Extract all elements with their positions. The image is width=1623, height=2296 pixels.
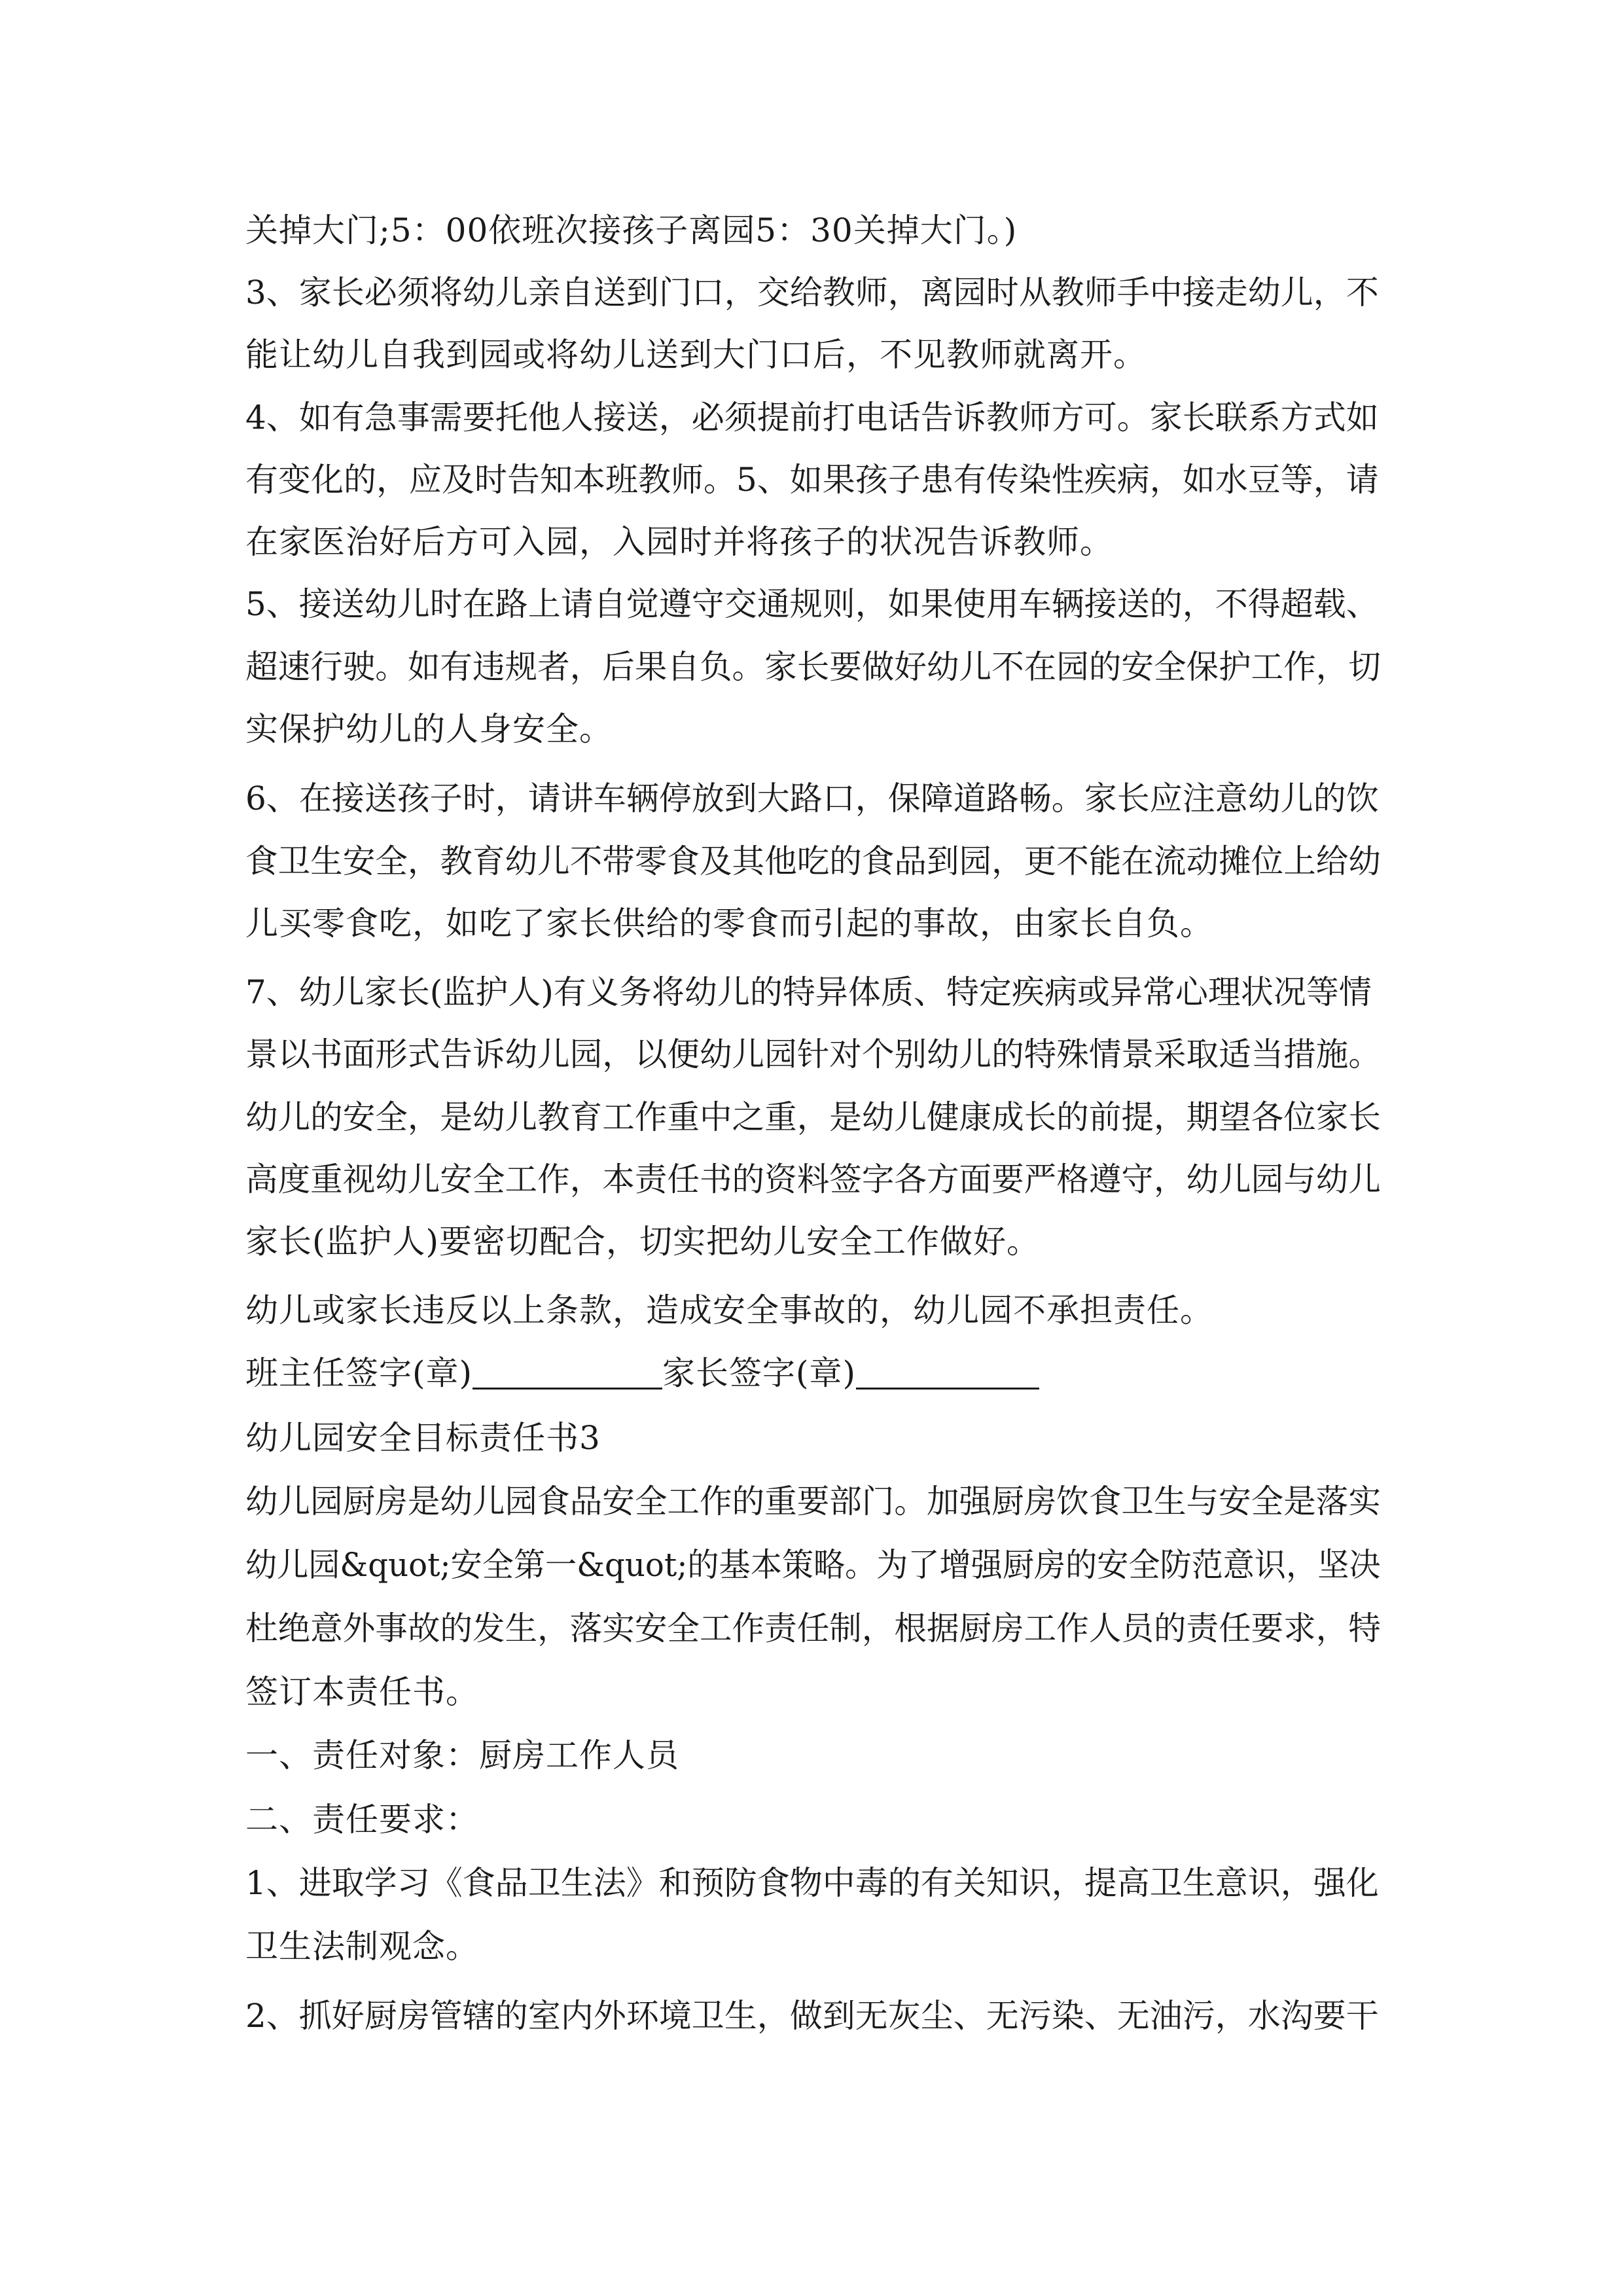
- text-line: 关掉大门;5：00依班次接孩子离园5：30关掉大门。): [245, 211, 1018, 249]
- text-line: 食卫生安全，教育幼儿不带零食及其他吃的食品到园，更不能在流动摊位上给幼: [245, 842, 1381, 880]
- text-line: 签订本责任书。: [245, 1673, 479, 1711]
- text-line: 幼儿园&quot;安全第一&quot;的基本策略。为了增强厨房的安全防范意识，坚决: [245, 1546, 1381, 1584]
- teacher-signature-label: 班主任签字(章): [245, 1354, 473, 1392]
- text-line: 1、进取学习《食品卫生法》和预防食物中毒的有关知识，提高卫生意识，强化: [245, 1864, 1379, 1902]
- text-line: 在家医治好后方可入园，入园时并将孩子的状况告诉教师。: [245, 523, 1113, 561]
- text-line: 能让幼儿自我到园或将幼儿送到大门口后，不见教师就离开。: [245, 336, 1147, 374]
- text-line: 一、责任对象：厨房工作人员: [245, 1736, 679, 1774]
- text-line: 2、抓好厨房管辖的室内外环境卫生，做到无灰尘、无污染、无油污，水沟要干: [245, 1997, 1379, 2035]
- text-line: 实保护幼儿的人身安全。: [245, 710, 613, 748]
- text-line: 幼儿园厨房是幼儿园食品安全工作的重要部门。加强厨房饮食卫生与安全是落实: [245, 1482, 1381, 1520]
- text-line: 景以书面形式告诉幼儿园，以便幼儿园针对个别幼儿的特殊情景采取适当措施。: [245, 1035, 1381, 1073]
- text-line: 6、在接送孩子时，请讲车辆停放到大路口，保障道路畅。家长应注意幼儿的饮: [245, 780, 1379, 817]
- text-line: 家长(监护人)要密切配合，切实把幼儿安全工作做好。: [245, 1223, 1041, 1261]
- text-line: 杜绝意外事故的发生，落实安全工作责任制，根据厨房工作人员的责任要求，特: [245, 1609, 1381, 1647]
- text-line: 超速行驶。如有违规者，后果自负。家长要做好幼儿不在园的安全保护工作，切: [245, 648, 1381, 686]
- text-line: 3、家长必须将幼儿亲自送到门口，交给教师，离园时从教师手中接走幼儿，不: [245, 274, 1379, 312]
- signature-line: [245, 1347, 1039, 1399]
- text-line: 卫生法制观念。: [245, 1928, 479, 1965]
- text-line: 幼儿或家长违反以上条款，造成安全事故的，幼儿园不承担责任。: [245, 1291, 1213, 1329]
- text-line: 幼儿的安全，是幼儿教育工作重中之重，是幼儿健康成长的前提，期望各位家长: [245, 1098, 1381, 1136]
- text-line: 二、责任要求：: [245, 1801, 479, 1839]
- text-line: 7、幼儿家长(监护人)有义务将幼儿的特异体质、特定疾病或异常心理状况等情: [245, 973, 1372, 1011]
- text-line: 4、如有急事需要托他人接送，必须提前打电话告诉教师方可。家长联系方式如: [245, 399, 1379, 437]
- section-title: 幼儿园安全目标责任书3: [245, 1419, 601, 1457]
- parent-signature-blank: [856, 1347, 1039, 1390]
- text-line: 高度重视幼儿安全工作，本责任书的资料签字各方面要严格遵守，幼儿园与幼儿: [245, 1160, 1381, 1198]
- text-line: 儿买零食吃，如吃了家长供给的零食而引起的事故，由家长自负。: [245, 905, 1213, 942]
- text-line: 有变化的，应及时告知本班教师。5、如果孩子患有传染性疾病，如水豆等，请: [245, 461, 1379, 499]
- teacher-signature-blank: [473, 1347, 662, 1390]
- parent-signature-label: 家长签字(章): [662, 1354, 857, 1392]
- text-line: 5、接送幼儿时在路上请自觉遵守交通规则，如果使用车辆接送的，不得超载、: [245, 585, 1379, 623]
